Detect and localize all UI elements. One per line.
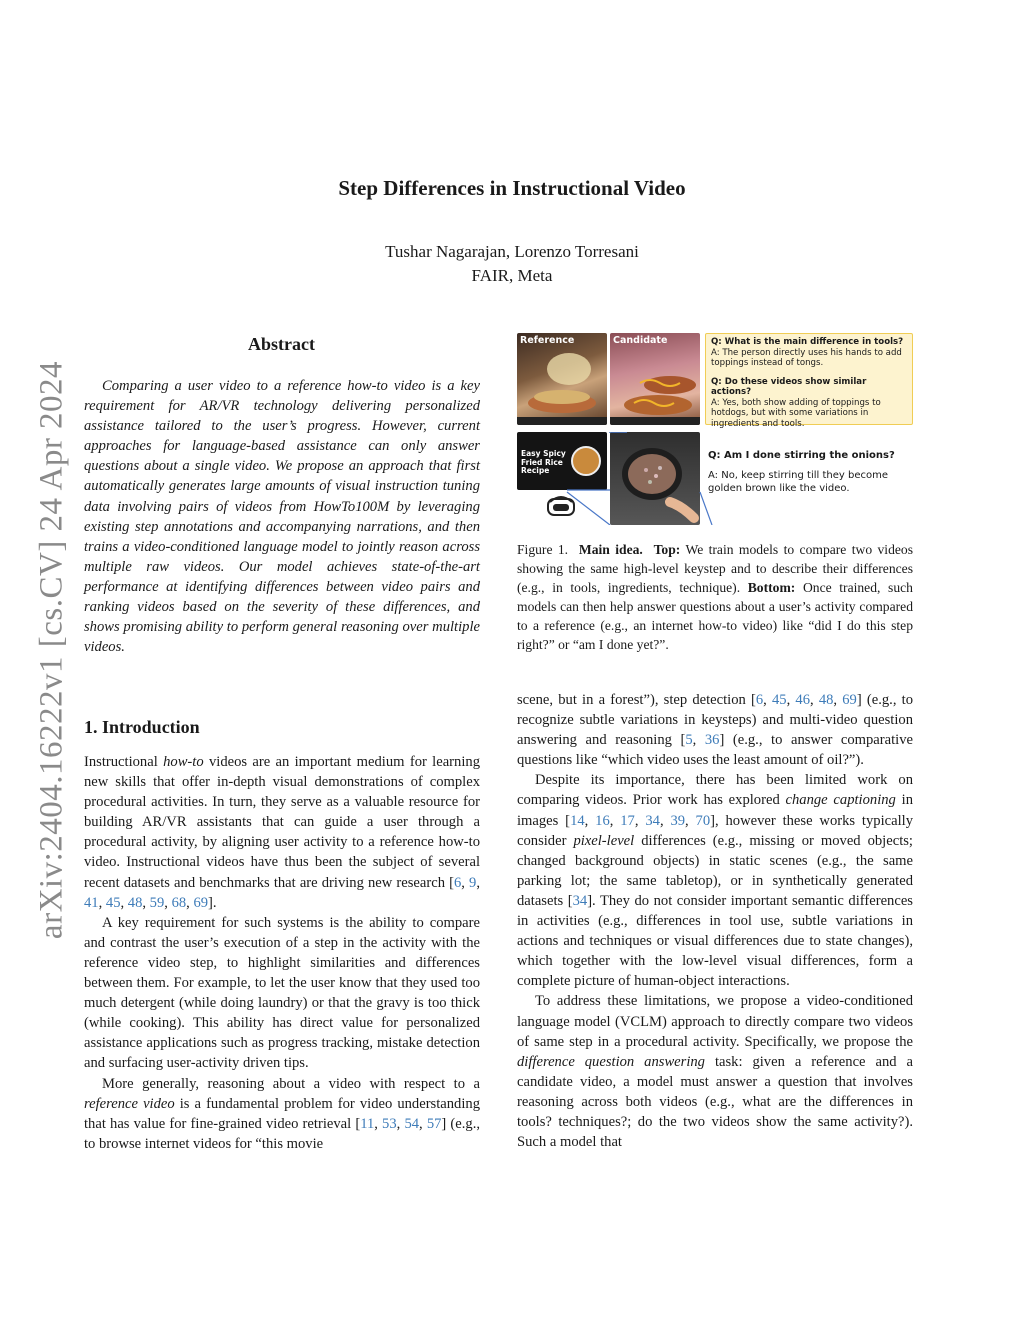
citation-link[interactable]: 36	[704, 732, 720, 749]
answer-stirring: A: No, keep stirring till they become golden brown like the video.	[708, 470, 888, 494]
intro-paragraph-3: More generally, reasoning about a video with respect to a reference video is a fundamental problem for video understanding that has value for fine-grained video retrieval [11, 53, 54, 57] (e.g., to browse internet videos for “this movie	[84, 1075, 481, 1152]
question-tools: Q: What is the main difference in tools?	[711, 337, 904, 347]
hotdog-illustration	[517, 333, 607, 425]
citation-link[interactable]: 11	[360, 1115, 375, 1132]
citation-link[interactable]: 17	[620, 812, 635, 829]
qa-box-bottom	[708, 449, 913, 495]
citation-link[interactable]: 45	[105, 894, 121, 911]
citation-link[interactable]: 69	[842, 692, 857, 708]
citation-link[interactable]: 68	[171, 894, 187, 911]
citation-link[interactable]: 5	[685, 732, 693, 749]
caption-main: Main idea.	[578, 542, 643, 557]
citation-link[interactable]: 57	[426, 1115, 442, 1132]
arxiv-identifier: arXiv:2404.16222v1 [cs.CV] 24 Apr 2024	[33, 360, 70, 940]
citation-link[interactable]: 34	[645, 812, 660, 829]
reference-video-thumbnail	[517, 333, 607, 425]
intro-paragraph-2: A key requirement for such systems is the ability to compare and contrast the user’s execution of a step in the activity with the reference video step, to highlight similarities and differences between them. For example, to let the user know that they used too much detergent (while doing laundry) or that the gravy is too thick (while cooking). This ability has direct value for personalized assistance applications such as progress tracking, mistake detection and surfacing user-activity driven tips.	[84, 914, 480, 1072]
citation-link[interactable]: 46	[795, 692, 810, 708]
intro-paragraph-5: Despite its importance, there has been limited work on comparing videos. Prior work has explored change captioning in images [14, 16, 17, 34, 39, 70], however these works typically consider pixel-level differences (e.g., missing or moved objects; changed background objects) in static scenes (e.g., the same parking lot; the same tabletop), or in synthetically generated datasets [34]. They do not consider important semantic differences in activities (e.g., differences in tool use, subtle variations in actions and techniques or visual differences due to state changes), which together with the low-level visual differences, form a complete picture of human-object interactions.	[517, 772, 913, 990]
intro-left-column	[84, 752, 480, 1154]
hotdog-illustration	[610, 333, 700, 425]
citation-link[interactable]: 45	[771, 692, 787, 708]
intro-paragraph-4: scene, but in a forest”), step detection [6, 45, 46, 48, 69] (e.g., to recognize subtle variations in keysteps) and multi-video question answering and reasoning [5, 36] (e.g., to answer comparative questions like “which video uses the least amount of oil?”).	[517, 692, 913, 769]
question-actions: Q: Do these videos show similar actions?	[711, 376, 867, 397]
citation-link[interactable]: 9	[469, 874, 477, 891]
figure-1	[517, 333, 913, 525]
introduction-heading: 1. Introduction	[84, 717, 200, 737]
question-stirring: Q: Am I done stirring the onions?	[708, 450, 895, 461]
citation-link[interactable]: 59	[149, 894, 165, 911]
citation-link[interactable]: 48	[818, 692, 834, 708]
figure-caption	[517, 540, 913, 654]
intro-paragraph-1: Instructional how-to videos are an important medium for learning new skills that offer in-depth visual demonstrations of complex procedural activities. In turn, they serve as a valuable resource for building AR/VR assistants that can guide a user through a procedural activity, by aligning user activity to a reference how-to video. Instructional videos have thus been the subject of several recent datasets and benchmarks that are driving new research [6, 9, 41, 45, 48, 59, 68, 69].	[84, 754, 480, 911]
qa-box-top	[705, 333, 913, 429]
citation-link[interactable]: 70	[695, 812, 711, 829]
paper-title: Step Differences in Instructional Video	[338, 176, 686, 200]
citation-link[interactable]: 6	[453, 874, 462, 891]
answer-tools: A: The person directly uses his hands to add toppings instead of tongs.	[711, 347, 902, 368]
citation-link[interactable]: 41	[84, 894, 99, 911]
candidate-video-thumbnail	[610, 333, 700, 425]
abstract-body	[84, 376, 480, 657]
abstract-text: Comparing a user video to a reference how-to video is a key requirement for AR/VR technology delivering personalized assistance tailored to the user’s progress. However, current approaches for language-based assistance can only answer questions about a single video. We propose an approach that first automatically generates large amounts of visual instruction tuning data involving pairs of videos from HowTo100M by leveraging existing step annotations and accompanying narrations, and then trains a video-conditioned language model to jointly reason across multiple raw videos. Our model achieves state-of-the-art performance at identifying differences between video pairs and ranking videos based on the severity of these differences, and shows promising ability to perform general reasoning over multiple videos.	[84, 378, 480, 656]
citation-link[interactable]: 14	[570, 812, 585, 829]
caption-bottom-text: Once trained, such models can then help answer questions about a user’s activity compared to a reference (e.g., an internet how-to video) like “did I do this step right?” or “am I done yet?”.	[517, 580, 913, 652]
caption-top-text: We train models to compare two videos showing the same high-level keystep and to describe their differences (e.g., in tools, ingredients, technique).	[517, 542, 914, 595]
arxiv-sidebar	[30, 360, 74, 940]
paper-affiliation: FAIR, Meta	[471, 266, 553, 285]
citation-link[interactable]: 69	[193, 894, 209, 911]
recipe-title: Easy Spicy Fried Rice Recipe	[521, 449, 566, 475]
paper-authors: Tushar Nagarajan, Lorenzo Torresani	[385, 242, 639, 261]
caption-figure-number: Figure 1.	[517, 542, 569, 557]
citation-link[interactable]: 39	[670, 812, 686, 829]
abstract-heading: Abstract	[248, 334, 315, 354]
citation-link[interactable]: 6	[755, 692, 764, 708]
caption-bottom-label: Bottom:	[747, 580, 796, 595]
answer-actions: A: Yes, both show adding of toppings to hotdogs, but with some variations in ingredients and tools.	[711, 397, 881, 429]
citation-link[interactable]: 48	[127, 894, 143, 911]
intro-right-column	[517, 690, 913, 1152]
caption-top-label: Top:	[653, 542, 681, 557]
citation-link[interactable]: 54	[404, 1115, 420, 1132]
citation-link[interactable]: 16	[595, 812, 610, 829]
candidate-label: Candidate	[613, 335, 668, 346]
reference-label: Reference	[520, 335, 575, 346]
citation-link[interactable]: 34	[572, 892, 588, 909]
headset-icon	[517, 432, 717, 525]
citation-link[interactable]: 53	[382, 1115, 397, 1132]
intro-paragraph-6: To address these limitations, we propose a video-conditioned language model (VCLM) approach to directly compare two videos of same step in a procedural activity. Specifically, we propose the difference question answering task: given a reference and a candidate video, a model must answer a question that involves reasoning across both videos (e.g., what are the differences in tools? techniques?; do the two videos show the same activity?). Such a model that	[517, 993, 913, 1151]
